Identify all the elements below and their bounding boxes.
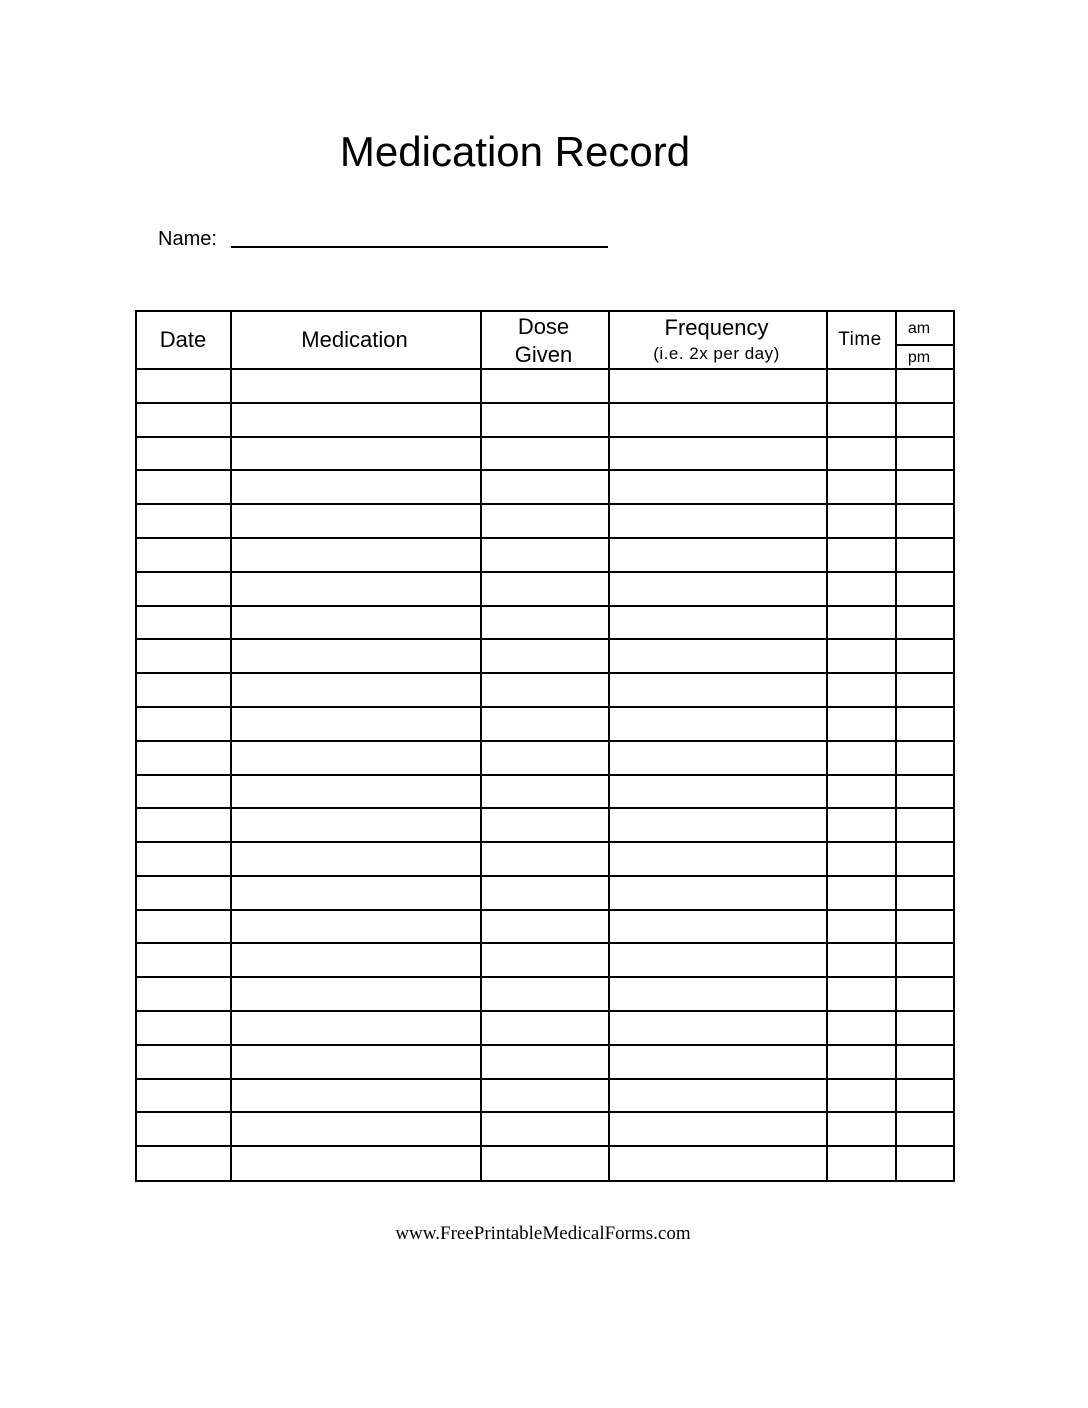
- table-cell-am-pm[interactable]: [897, 776, 953, 807]
- table-cell-time[interactable]: [828, 742, 895, 774]
- table-cell-medication[interactable]: [232, 674, 480, 706]
- table-cell-dose-given[interactable]: [482, 1080, 608, 1111]
- table-cell-medication[interactable]: [232, 1113, 480, 1145]
- table-cell-dose-given[interactable]: [482, 742, 608, 774]
- table-cell-dose-given[interactable]: [482, 911, 608, 942]
- table-cell-frequency[interactable]: [610, 1012, 826, 1044]
- table-cell-dose-given[interactable]: [482, 776, 608, 807]
- table-cell-date[interactable]: [137, 742, 230, 774]
- table-cell-time[interactable]: [828, 944, 895, 976]
- table-cell-time[interactable]: [828, 776, 895, 807]
- table-cell-am-pm[interactable]: [897, 573, 953, 605]
- table-cell-am-pm[interactable]: [897, 708, 953, 740]
- table-cell-time[interactable]: [828, 370, 895, 402]
- table-cell-date[interactable]: [137, 438, 230, 469]
- table-cell-am-pm[interactable]: [897, 539, 953, 571]
- table-cell-time[interactable]: [828, 404, 895, 436]
- table-cell-medication[interactable]: [232, 539, 480, 571]
- table-cell-medication[interactable]: [232, 1012, 480, 1044]
- table-cell-frequency[interactable]: [610, 978, 826, 1010]
- table-cell-date[interactable]: [137, 911, 230, 942]
- table-cell-am-pm[interactable]: [897, 809, 953, 841]
- table-cell-time[interactable]: [828, 674, 895, 706]
- table-cell-frequency[interactable]: [610, 404, 826, 436]
- table-cell-am-pm[interactable]: [897, 505, 953, 537]
- table-cell-medication[interactable]: [232, 607, 480, 638]
- table-cell-medication[interactable]: [232, 911, 480, 942]
- table-border-right: [953, 310, 955, 1182]
- table-cell-time[interactable]: [828, 1046, 895, 1078]
- table-cell-date[interactable]: [137, 809, 230, 841]
- table-cell-frequency[interactable]: [610, 1147, 826, 1179]
- table-cell-frequency[interactable]: [610, 1046, 826, 1078]
- table-cell-frequency[interactable]: [610, 370, 826, 402]
- table-cell-date[interactable]: [137, 505, 230, 537]
- table-cell-am-pm[interactable]: [897, 944, 953, 976]
- table-cell-date[interactable]: [137, 1113, 230, 1145]
- table-cell-medication[interactable]: [232, 944, 480, 976]
- table-cell-medication[interactable]: [232, 708, 480, 740]
- table-cell-date[interactable]: [137, 607, 230, 638]
- header-frequency: Frequency: [664, 315, 769, 340]
- table-cell-frequency[interactable]: [610, 471, 826, 503]
- header-time: Time: [838, 329, 882, 350]
- table-cell-medication[interactable]: [232, 776, 480, 807]
- table-cell-time[interactable]: [828, 1080, 895, 1111]
- header-dose-line2: Given: [514, 342, 573, 367]
- header-date: Date: [159, 327, 207, 352]
- table-cell-date[interactable]: [137, 843, 230, 875]
- table-cell-time[interactable]: [828, 978, 895, 1010]
- table-cell-frequency[interactable]: [610, 539, 826, 571]
- table-cell-am-pm[interactable]: [897, 911, 953, 942]
- table-cell-dose-given[interactable]: [482, 877, 608, 909]
- table-cell-am-pm[interactable]: [897, 978, 953, 1010]
- table-border-top: [135, 310, 955, 312]
- table-cell-time[interactable]: [828, 640, 895, 672]
- table-cell-frequency[interactable]: [610, 911, 826, 942]
- table-cell-time[interactable]: [828, 1147, 895, 1179]
- table-cell-dose-given[interactable]: [482, 1012, 608, 1044]
- header-pm: pm: [907, 349, 931, 366]
- table-cell-medication[interactable]: [232, 640, 480, 672]
- table-cell-am-pm[interactable]: [897, 370, 953, 402]
- header-dose-line1: Dose: [517, 314, 570, 339]
- table-cell-am-pm[interactable]: [897, 742, 953, 774]
- table-cell-am-pm[interactable]: [897, 404, 953, 436]
- table-cell-medication[interactable]: [232, 1046, 480, 1078]
- table-cell-dose-given[interactable]: [482, 505, 608, 537]
- table-cell-am-pm[interactable]: [897, 438, 953, 469]
- table-cell-time[interactable]: [828, 539, 895, 571]
- table-cell-frequency[interactable]: [610, 776, 826, 807]
- table-border-bottom: [135, 1180, 955, 1182]
- table-cell-time[interactable]: [828, 911, 895, 942]
- table-cell-time[interactable]: [828, 843, 895, 875]
- table-cell-frequency[interactable]: [610, 674, 826, 706]
- table-cell-dose-given[interactable]: [482, 404, 608, 436]
- table-cell-date[interactable]: [137, 708, 230, 740]
- table-cell-medication[interactable]: [232, 573, 480, 605]
- table-cell-am-pm[interactable]: [897, 1147, 953, 1179]
- table-cell-am-pm[interactable]: [897, 674, 953, 706]
- table-cell-dose-given[interactable]: [482, 607, 608, 638]
- table-cell-time[interactable]: [828, 1012, 895, 1044]
- name-label: Name:: [158, 228, 217, 250]
- table-cell-medication[interactable]: [232, 877, 480, 909]
- table-cell-date[interactable]: [137, 978, 230, 1010]
- table-cell-date[interactable]: [137, 944, 230, 976]
- table-cell-frequency[interactable]: [610, 708, 826, 740]
- table-cell-medication[interactable]: [232, 404, 480, 436]
- table-cell-date[interactable]: [137, 573, 230, 605]
- table-cell-medication[interactable]: [232, 843, 480, 875]
- table-cell-medication[interactable]: [232, 1080, 480, 1111]
- table-cell-dose-given[interactable]: [482, 978, 608, 1010]
- table-cell-medication[interactable]: [232, 438, 480, 469]
- table-cell-medication[interactable]: [232, 978, 480, 1010]
- table-cell-dose-given[interactable]: [482, 944, 608, 976]
- table-cell-dose-given[interactable]: [482, 708, 608, 740]
- table-cell-date[interactable]: [137, 1080, 230, 1111]
- table-cell-medication[interactable]: [232, 1147, 480, 1179]
- table-cell-date[interactable]: [137, 539, 230, 571]
- table-cell-medication[interactable]: [232, 742, 480, 774]
- table-cell-medication[interactable]: [232, 471, 480, 503]
- table-cell-date[interactable]: [137, 877, 230, 909]
- table-cell-dose-given[interactable]: [482, 471, 608, 503]
- table-cell-frequency[interactable]: [610, 505, 826, 537]
- table-cell-frequency[interactable]: [610, 742, 826, 774]
- table-cell-am-pm[interactable]: [897, 607, 953, 638]
- table-cell-dose-given[interactable]: [482, 1147, 608, 1179]
- table-cell-dose-given[interactable]: [482, 1046, 608, 1078]
- header-am: am: [907, 320, 931, 337]
- table-cell-am-pm[interactable]: [897, 877, 953, 909]
- table-cell-frequency[interactable]: [610, 607, 826, 638]
- table-cell-time[interactable]: [828, 809, 895, 841]
- table-cell-medication[interactable]: [232, 370, 480, 402]
- table-cell-frequency[interactable]: [610, 944, 826, 976]
- table-cell-time[interactable]: [828, 1113, 895, 1145]
- table-cell-time[interactable]: [828, 607, 895, 638]
- table-cell-frequency[interactable]: [610, 640, 826, 672]
- table-cell-am-pm[interactable]: [897, 1046, 953, 1078]
- table-cell-dose-given[interactable]: [482, 573, 608, 605]
- table-cell-am-pm[interactable]: [897, 1080, 953, 1111]
- table-cell-frequency[interactable]: [610, 1080, 826, 1111]
- table-cell-date[interactable]: [137, 674, 230, 706]
- table-cell-am-pm[interactable]: [897, 1113, 953, 1145]
- header-medication: Medication: [301, 327, 408, 352]
- table-cell-date[interactable]: [137, 1147, 230, 1179]
- table-cell-time[interactable]: [828, 573, 895, 605]
- table-cell-dose-given[interactable]: [482, 539, 608, 571]
- table-cell-frequency[interactable]: [610, 573, 826, 605]
- table-cell-time[interactable]: [828, 708, 895, 740]
- table-cell-date[interactable]: [137, 1046, 230, 1078]
- page-title: Medication Record: [339, 128, 691, 175]
- table-cell-frequency[interactable]: [610, 877, 826, 909]
- table-cell-dose-given[interactable]: [482, 1113, 608, 1145]
- table-cell-frequency[interactable]: [610, 843, 826, 875]
- table-cell-am-pm[interactable]: [897, 1012, 953, 1044]
- table-cell-date[interactable]: [137, 404, 230, 436]
- table-cell-date[interactable]: [137, 776, 230, 807]
- table-cell-time[interactable]: [828, 471, 895, 503]
- table-cell-dose-given[interactable]: [482, 809, 608, 841]
- table-cell-dose-given[interactable]: [482, 843, 608, 875]
- table-cell-date[interactable]: [137, 471, 230, 503]
- am-pm-divider: [895, 344, 955, 346]
- header-frequency-hint: (i.e. 2x per day): [653, 344, 780, 363]
- table-cell-frequency[interactable]: [610, 438, 826, 469]
- table-cell-medication[interactable]: [232, 809, 480, 841]
- table-cell-dose-given[interactable]: [482, 640, 608, 672]
- table-cell-date[interactable]: [137, 370, 230, 402]
- table-cell-time[interactable]: [828, 877, 895, 909]
- table-cell-dose-given[interactable]: [482, 438, 608, 469]
- table-cell-medication[interactable]: [232, 505, 480, 537]
- table-cell-am-pm[interactable]: [897, 471, 953, 503]
- footer-url[interactable]: www.FreePrintableMedicalForms.com: [395, 1223, 691, 1244]
- table-cell-frequency[interactable]: [610, 1113, 826, 1145]
- table-cell-dose-given[interactable]: [482, 370, 608, 402]
- table-cell-date[interactable]: [137, 640, 230, 672]
- table-cell-dose-given[interactable]: [482, 674, 608, 706]
- table-cell-frequency[interactable]: [610, 809, 826, 841]
- table-cell-time[interactable]: [828, 438, 895, 469]
- table-cell-am-pm[interactable]: [897, 640, 953, 672]
- table-cell-time[interactable]: [828, 505, 895, 537]
- table-cell-date[interactable]: [137, 1012, 230, 1044]
- table-cell-am-pm[interactable]: [897, 843, 953, 875]
